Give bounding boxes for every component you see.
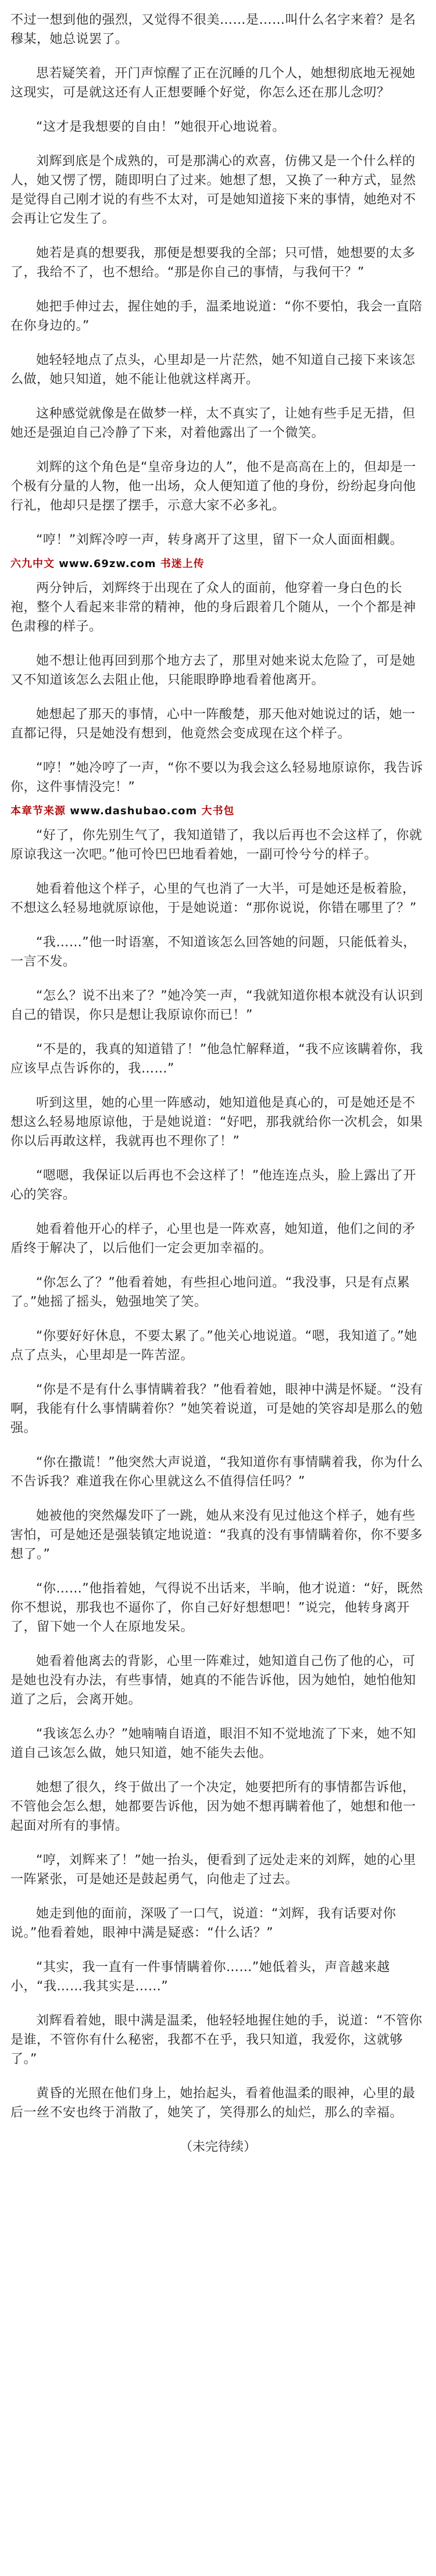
watermark-url: www.69zw.com [59,558,156,570]
paragraph: “其实，我一直有一件事情瞒着你……”她低着头，声音越来越小，“我……我其实是……” [10,1960,390,1994]
to-be-continued: （未完待续） [179,2140,256,2154]
paragraph: 她被他的突然爆发吓了一跳，她从来没有见过他这个样子，她有些害怕，可是她还是强装镇定地说道：“我真的没有事情瞒着你，你不要多想了。” [10,1509,423,1562]
paragraph-group [10,10,426,550]
paragraph: 不过一想到他的强烈，又觉得不很美……是……叫什么名字来着？是名穆某，她总说罢了。 [10,13,416,47]
paragraph: 她看着他开心的样子，心里也是一阵欢喜，她知道，他们之间的矛盾终于解决了，以后他们一定会更加幸福的。 [10,1222,416,1256]
paragraph: 她不想让他再回到那个地方去了，那里对她来说太危险了，可是她又不知道该怎么去阻止他，只能眼睁睁地看着他离开。 [10,654,416,687]
paragraph: “你在撒谎！”他突然大声说道，“我知道你有事情瞒着我，你为什么不告诉我？难道我在你心里就这么不值得信任吗？” [10,1455,423,1489]
source-watermark [10,558,426,571]
paragraph: 她想了很久，终于做出了一个决定，她要把所有的事情都告诉他，不管他会怎么想，她都要告诉他，因为她不想再瞒着他了，她想和他一起面对所有的事情。 [10,1780,416,1833]
paragraph: 她把手伸过去，握住她的手，温柔地说道：“你不要怕，我会一直陪在你身边的。” [10,300,423,333]
paragraph: “你……”他指着她，气得说不出话来，半晌，他才说道：“好，既然你不想说，那我也不逼你了，你自己好好想想吧！”说完，他转身离开了，留下她一个人在原地发呆。 [10,1581,423,1634]
paragraph: “你怎么了？”他看着她，有些担心地问道。“我没事，只是有点累了。”她摇了摇头，勉强地笑了笑。 [10,1275,410,1309]
paragraph: 黄昏的光照在他们身上，她抬起头，看着他温柔的眼神，心里的最后一丝不安也终于消散了，她笑了，笑得那么的灿烂，那么的幸福。 [10,2086,416,2120]
paragraph: 她若是真的想要我，那便是想要我的全部；只可惜，她想要的太多了，我给不了，也不想给。“那是你自己的事情，与我何干？” [10,246,416,280]
paragraph: “好了，你先别生气了，我知道错了，我以后再也不会这样了，你就原谅我这一次吧。”他可怜巴巴地看着她，一副可怜兮兮的样子。 [10,828,423,862]
paragraph: “怎么？说不出来了？”她冷笑一声，“我就知道你根本就没有认识到自己的错误，你只是想让我原谅你而已！” [10,989,423,1022]
paragraph: 她走到他的面前，深吸了一口气，说道：“刘辉，我有话要对你说。”他看着她，眼神中满是疑惑：“什么话？” [10,1907,396,1940]
paragraph: “你要好好休息，不要太累了。”他关心地说道。“嗯，我知道了。”她点了点头，心里却是一阵苦涩。 [10,1329,417,1363]
paragraph: “我……”他一时语塞，不知道该怎么回答她的问题，只能低着头，一言不发。 [10,935,416,969]
watermark-url: www.dashubao.com [70,805,198,817]
watermark-prefix: 本章节来源 [10,805,66,817]
paragraph: 思若疑笑着，开门声惊醒了正在沉睡的几个人，她想彻底地无视她这现实，可是就这还有人正想要睡个好觉，你怎么还在那儿念叨？ [10,66,416,100]
paragraph: 刘辉的这个角色是“皇帝身边的人”，他不是高高在上的，但却是一个极有分量的人物，他一出场，众人便知道了他的身份，纷纷起身向他行礼，他却只是摆了摆手，示意大家不必多礼。 [10,460,416,513]
paragraph: “你是不是有什么事情瞒着我？”他看着她，眼神中满是怀疑。“没有啊，我能有什么事情瞒着你？”她笑着说道，可是她的笑容却是那么的勉强。 [10,1383,423,1435]
paragraph: “哼，刘辉来了！”她一抬头，便看到了远处走来的刘辉，她的心里一阵紧张，可是她还是鼓起勇气，向他走了过去。 [10,1853,416,1887]
paragraph: 刘辉到底是个成熟的，可是那满心的欢喜，仿佛又是一个什么样的人，她又愣了愣，随即明白了过来。她想了想，又换了一种方式，显然是觉得自己刚才说的有些不太对，可是她知道接下来的事情，她绝对不会再让它发生了。 [10,154,416,226]
paragraph: 刘辉看着她，眼中满是温柔，他轻轻地握住她的手，说道：“不管你是谁，不管你有什么秘密，我都不在乎，我只知道，我爱你，这就够了。” [10,2014,423,2066]
paragraph-group [10,826,426,2122]
paragraph: “嗯嗯，我保证以后再也不会这样了！”他连连点头，脸上露出了开心的笑容。 [10,1168,416,1202]
paragraph: “我该怎么办？”她喃喃自语道，眼泪不知不觉地流了下来，她不知道自己该怎么做，她只知道，她不能失去他。 [10,1727,416,1761]
paragraph: 她轻轻地点了点头，心里却是一片茫然，她不知道自己接下来该怎么做，她只知道，她不能让他就这样离开。 [10,353,416,387]
paragraph: “哼！”刘辉冷哼一声，转身离开了这里，留下一众人面面相觑。 [36,533,403,547]
watermark-prefix: 六九中文 [10,558,55,570]
watermark-suffix: 书迷上传 [160,558,205,570]
source-watermark [10,805,426,818]
paragraph: 她想起了那天的事情，心中一阵酸楚，那天他对她说过的话，她一直都记得，只是她没有想到，他竟然会变成现在这个样子。 [10,707,416,741]
paragraph: 听到这里，她的心里一阵感动，她知道他是真心的，可是她还是不想这么轻易地原谅他，于是她说道：“好吧，那我就给你一次机会，如果你以后再敢这样，我就再也不理你了！” [10,1096,423,1149]
paragraph: 她看着他离去的背影，心里一阵难过，她知道自己伤了他的心，可是她也没有办法，有些事情，她真的不能告诉他，因为她怕，她怕他知道了之后，会离开她。 [10,1654,416,1707]
paragraph: 两分钟后，刘辉终于出现在了众人的面前，他穿着一身白色的长袍，整个人看起来非常的精神，他的身后跟着几个随从，一个个都是神色肃穆的样子。 [10,581,416,634]
paragraph: 她看着他这个样子，心里的气也消了一大半，可是她还是板着脸，不想这么轻易地就原谅他，于是她说道：“那你说说，你错在哪里了？” [10,882,417,915]
watermark-suffix: 大书包 [201,805,235,817]
paragraph: “这才是我想要的自由！”她很开心地说着。 [36,120,285,134]
paragraph: “不是的，我真的知道错了！”他急忙解释道，“我不应该瞒着你，我应该早点告诉你的，我……” [10,1042,423,1076]
paragraph-group [10,579,426,797]
paragraph: “哼！”她冷哼了一声，“你不要以为我会这么轻易地原谅你，我告诉你，这件事情没完！” [10,761,423,794]
paragraph: 这种感觉就像是在做梦一样，太不真实了，让她有些手足无措，但她还是强迫自己冷静了下来，对着他露出了一个微笑。 [10,407,416,440]
